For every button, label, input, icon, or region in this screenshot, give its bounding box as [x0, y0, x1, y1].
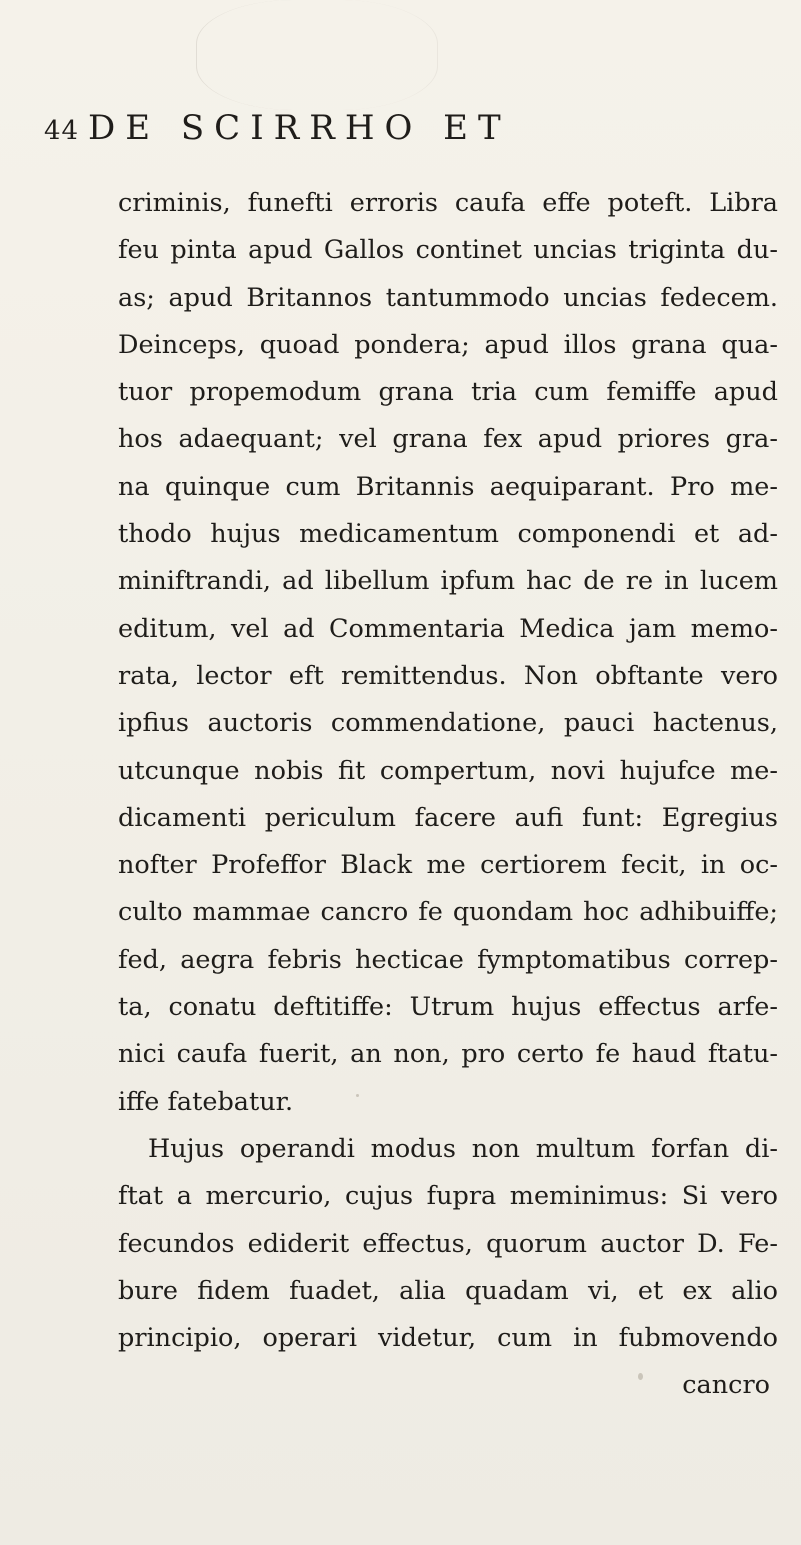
ink-spot [356, 1094, 359, 1097]
text-line: iffe fatebatur. [118, 1086, 294, 1117]
text-line: fed, aegra febris hecticae fymptomatibus correp- [118, 944, 778, 975]
text-line: culto mammae cancro fe quondam hoc adhibuiffe; [118, 897, 778, 928]
text-line: principio, operari videtur, cum in fubmovendo [118, 1323, 778, 1354]
text-line: ipfius auctoris commendatione, pauci hactenus, [118, 708, 778, 739]
page-number: 44 [44, 116, 80, 146]
text-line: thodo hujus medicamentum componendi et ad- [118, 519, 778, 550]
text-line: as; apud Britannos tantummodo uncias fedecem. [118, 282, 778, 313]
text-line: bure fidem fuadet, alia quadam vi, et ex alio [118, 1275, 778, 1306]
ink-spot [638, 1373, 643, 1380]
faint-stain-mark [196, 0, 438, 110]
text-line: hos adaequant; vel grana fex apud priores gra- [118, 424, 778, 455]
text-line: ta, conatu deftitiffe: Utrum hujus effectus arfe- [118, 992, 778, 1023]
text-line: dicamenti periculum facere aufi funt: Egregius [118, 802, 778, 833]
text-line: criminis, funefti erroris caufa effe poteft. Libra [118, 188, 778, 218]
text-line: na quinque cum Britannis aequiparant. Pro me- [118, 471, 778, 502]
catchword: cancro [682, 1370, 770, 1401]
text-line: utcunque nobis fit compertum, novi hujufce me- [118, 755, 778, 786]
text-line: tuor propemodum grana tria cum femiffe apud [118, 377, 778, 408]
text-line: fecundos ediderit effectus, quorum auctor D. Fe- [118, 1228, 778, 1259]
page-header [44, 108, 784, 156]
text-line: Hujus operandi modus non multum forfan di- [148, 1133, 778, 1164]
text-line: Deinceps, quoad pondera; apud illos grana qua- [118, 329, 778, 360]
text-line: rata, lector eft remittendus. Non obftante vero [118, 660, 778, 691]
text-line: feu pinta apud Gallos continet uncias triginta du- [118, 235, 778, 266]
text-line: nofter Profeffor Black me certiorem fecit, in oc- [118, 850, 778, 881]
text-line: miniftrandi, ad libellum ipfum hac de re in lucem [118, 566, 778, 597]
text-line: nici caufa fuerit, an non, pro certo fe haud ftatu- [118, 1039, 778, 1070]
text-line: ftat a mercurio, cujus fupra meminimus: Si vero [118, 1181, 778, 1212]
running-head: DE SCIRRHO ET [88, 108, 511, 148]
body-text [118, 180, 778, 1410]
text-line: editum, vel ad Commentaria Medica jam memo- [118, 613, 778, 644]
